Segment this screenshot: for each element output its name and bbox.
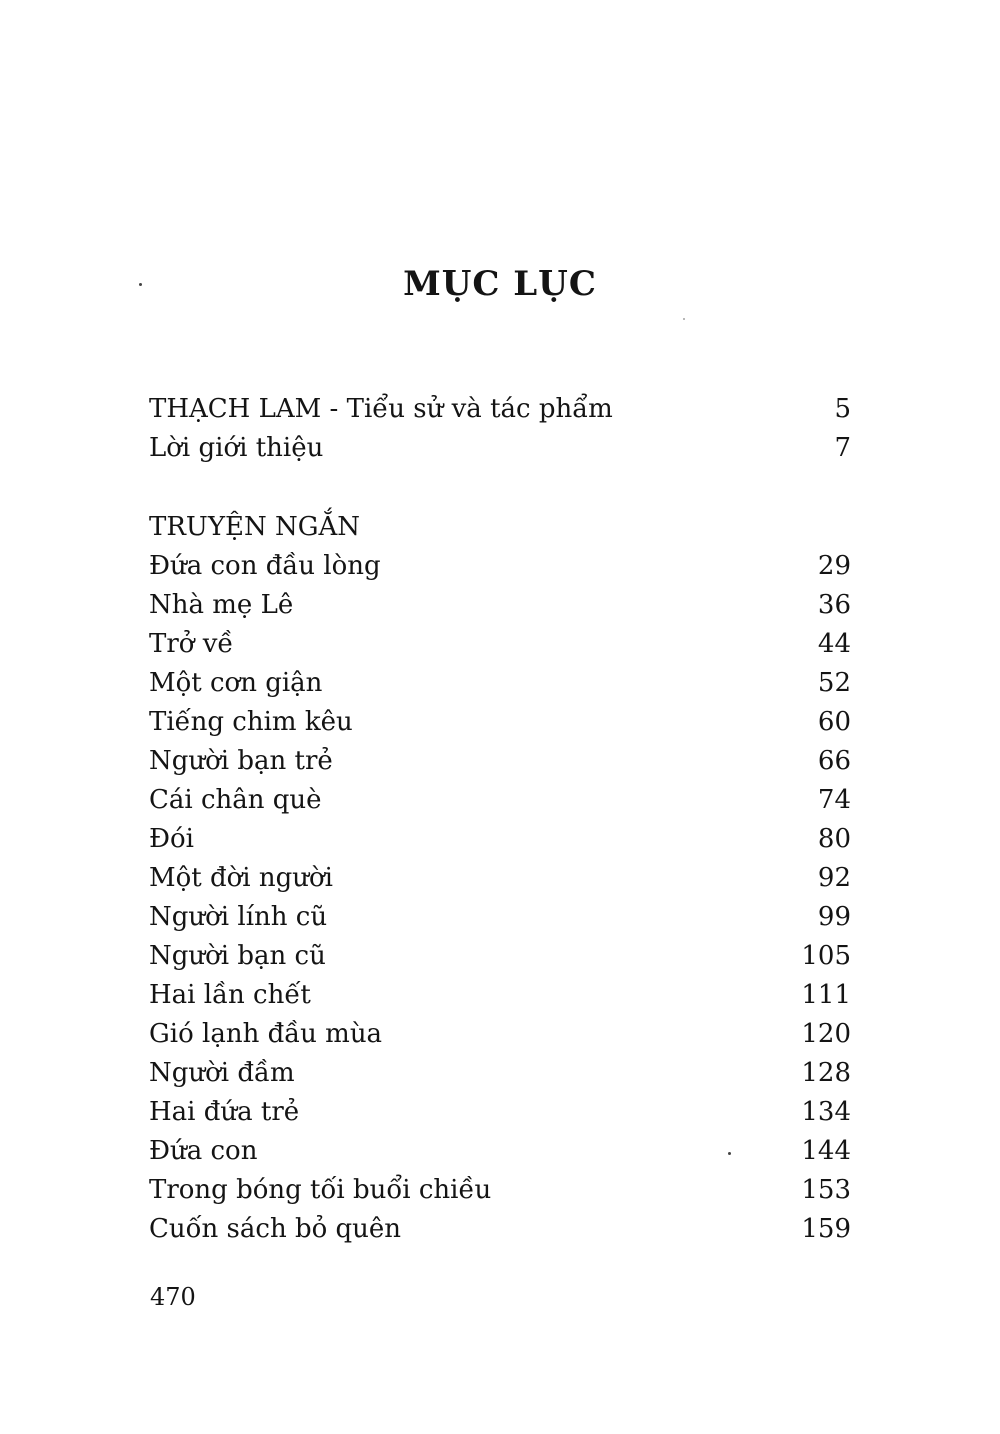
toc-entry [149, 429, 851, 468]
toc-entry [149, 937, 851, 976]
toc-entry [149, 781, 851, 820]
story-entries [149, 547, 851, 1249]
toc-entry [149, 547, 851, 586]
toc-entry-page: 52 [817, 668, 851, 698]
toc-entry-page: 7 [834, 433, 851, 463]
toc-entry-title: Đứa con đầu lòng [149, 551, 381, 581]
toc-entry-page: 60 [817, 707, 851, 737]
toc-entry [149, 820, 851, 859]
toc-entry-title: Gió lạnh đầu mùa [149, 1019, 383, 1049]
toc-entry-title: Người lính cũ [149, 902, 328, 932]
page-number: 470 [150, 1283, 196, 1311]
toc-entry-title: Đứa con [149, 1136, 258, 1166]
toc-entry [149, 1015, 851, 1054]
toc-entry-title: Người đầm [149, 1058, 295, 1088]
toc-entry-title: Đói [149, 824, 194, 854]
toc-entry-page: 128 [801, 1058, 851, 1088]
toc-entry [149, 390, 851, 429]
toc-entry-title: Một đời người [149, 863, 333, 893]
toc-entry-page: 99 [817, 902, 851, 932]
toc-entry [149, 742, 851, 781]
toc-entry-page: 66 [817, 746, 851, 776]
toc-entry [149, 1054, 851, 1093]
section-heading: TRUYỆN NGẮN [149, 512, 361, 542]
toc-entry [149, 1093, 851, 1132]
toc-entry-page: 80 [817, 824, 851, 854]
toc-entry-title: Hai lần chết [149, 980, 311, 1010]
toc-entry [149, 1210, 851, 1249]
toc-entry-title: Lời giới thiệu [149, 433, 324, 463]
toc-entry-page: 44 [817, 629, 851, 659]
toc-entry-page: 111 [801, 980, 851, 1010]
toc-entry-title: Một cơn giận [149, 668, 323, 698]
toc-entry [149, 625, 851, 664]
toc-entry-page: 105 [801, 941, 851, 971]
toc-entry-page: 29 [817, 551, 851, 581]
toc-entry-page: 134 [801, 1097, 851, 1127]
toc-entry-title: Trong bóng tối buổi chiều [149, 1175, 492, 1205]
toc-entry [149, 664, 851, 703]
toc-entry [149, 1132, 851, 1171]
toc-entry [149, 586, 851, 625]
scan-speck [728, 1152, 731, 1155]
toc-entry-page: 36 [817, 590, 851, 620]
toc-entry-title: THẠCH LAM - Tiểu sử và tác phẩm [149, 394, 613, 424]
toc-entry-page: 159 [801, 1214, 851, 1244]
toc-entry [149, 1171, 851, 1210]
toc-entry-page: 144 [801, 1136, 851, 1166]
toc-entry [149, 703, 851, 742]
toc-entry-title: Người bạn trẻ [149, 746, 333, 776]
toc-entry [149, 898, 851, 937]
intro-entries [149, 390, 851, 468]
toc-entry-title: Hai đứa trẻ [149, 1097, 300, 1127]
toc-entry-title: Trở về [149, 629, 234, 659]
toc-entry [149, 976, 851, 1015]
page-title: MỤC LỤC [403, 264, 597, 304]
toc-entry [149, 859, 851, 898]
toc-entry-title: Tiếng chim kêu [149, 707, 353, 737]
toc-entry-page: 153 [801, 1175, 851, 1205]
toc-entry-page: 120 [801, 1019, 851, 1049]
toc-entry-title: Nhà mẹ Lê [149, 590, 294, 620]
scan-speck [139, 283, 142, 286]
toc-entry-page: 5 [834, 394, 851, 424]
toc-entry-title: Người bạn cũ [149, 941, 326, 971]
toc-entry-title: Cuốn sách bỏ quên [149, 1214, 402, 1244]
scan-speck [683, 318, 685, 320]
toc-entry-page: 74 [817, 785, 851, 815]
toc-entry-title: Cái chân què [149, 785, 322, 815]
toc-entry-page: 92 [817, 863, 851, 893]
